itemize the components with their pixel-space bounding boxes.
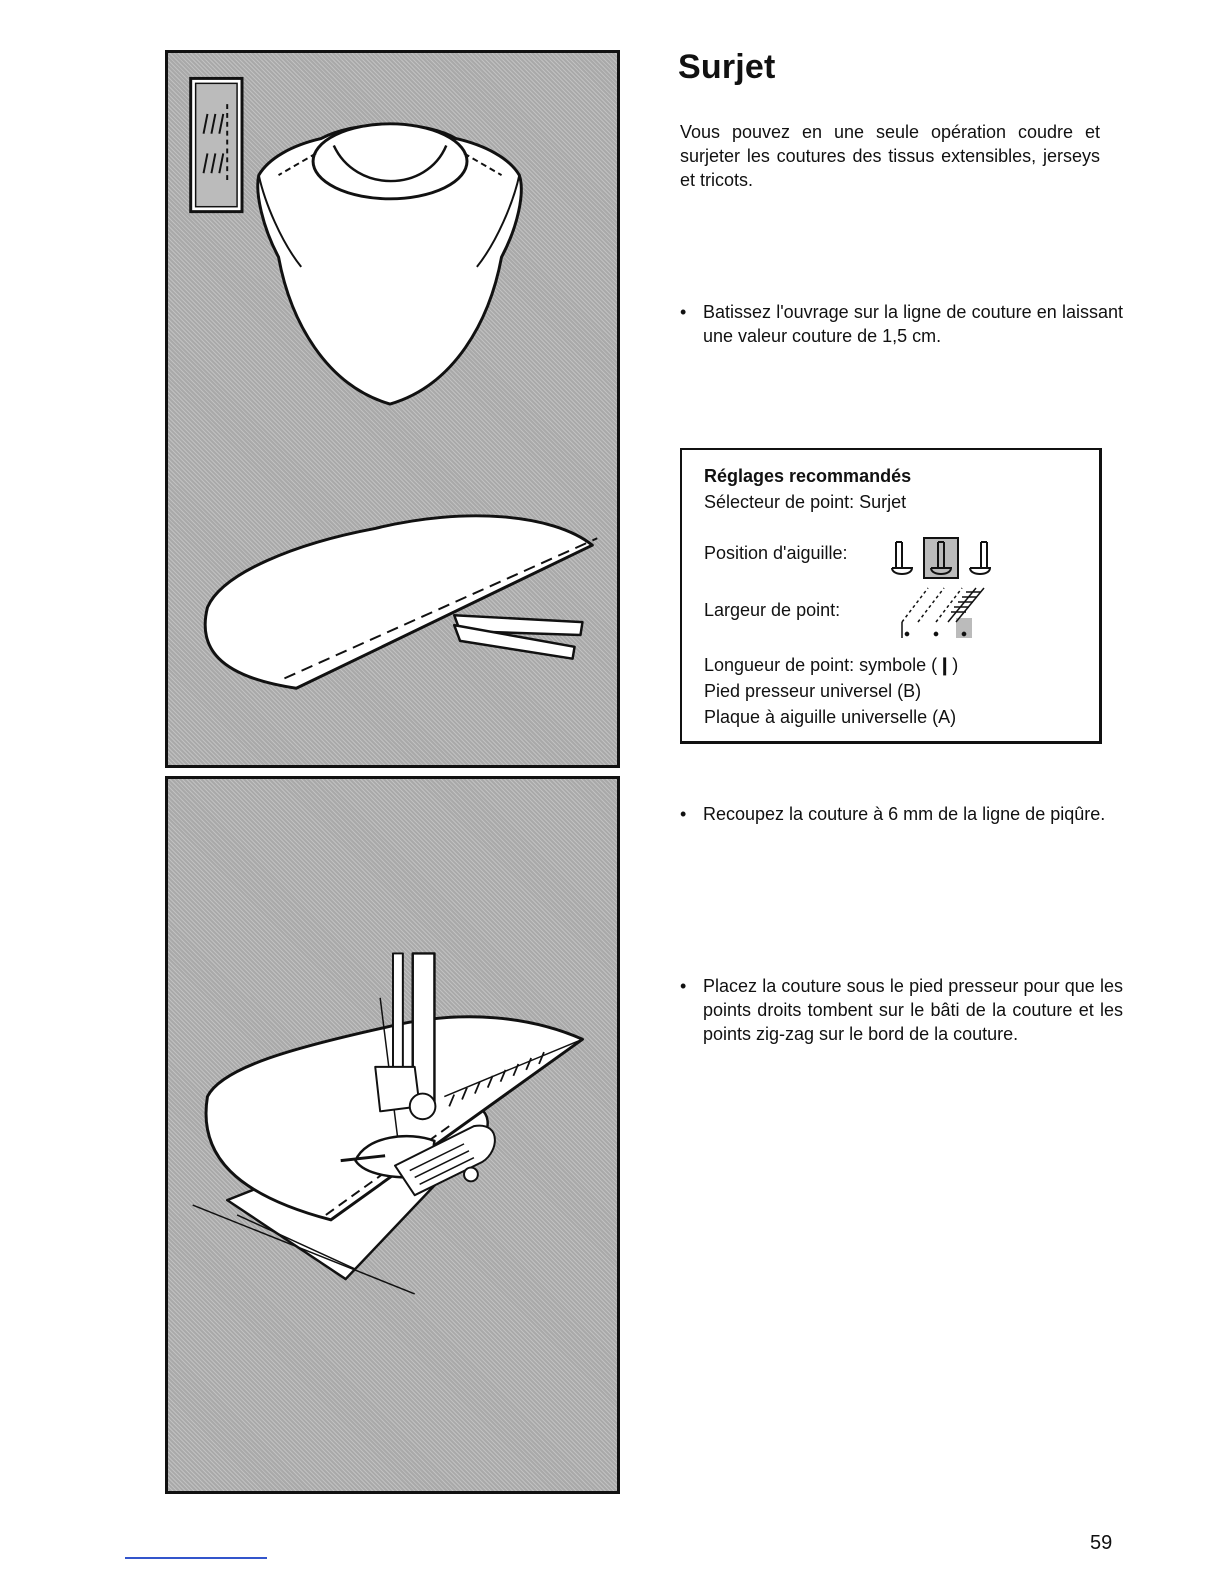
top-illustration-panel (165, 50, 620, 768)
stitch-width-label: Largeur de point: (704, 600, 841, 620)
recommended-settings-box (680, 448, 1102, 744)
page-number: 59 (1090, 1532, 1113, 1554)
step-3-bullet: • Placez la couture sous le pied presseur pour que les points droits tombent sur le bâti de la couture et les points zig-zag sur le bord de la couture. (680, 974, 1123, 1046)
page-title: Surjet (678, 48, 776, 86)
settings-heading: Réglages recommandés (704, 466, 912, 486)
basted-seam-fabric-illustration (205, 516, 597, 688)
overlock-stitch-pattern-icon (191, 78, 242, 211)
stitch-width-icon (896, 582, 996, 642)
presser-foot-setting: Pied presseur universel (B) (704, 681, 922, 701)
needle-position-label: Position d'aiguille: (704, 543, 848, 563)
step-2-bullet: • Recoupez la couture à 6 mm de la ligne de piqûre. (680, 802, 1123, 826)
stitch-length-setting: Longueur de point: symbole (❙) (704, 655, 959, 675)
intro-paragraph: Vous pouvez en une seule opération coudre et surjeter les coutures des tissus extensibles, jerseys et tricots. (680, 122, 1100, 190)
sweater-garment-illustration (258, 124, 521, 404)
bottom-illustration-panel (165, 776, 620, 1494)
footer-rule (125, 1557, 267, 1559)
stitch-selector-setting: Sélecteur de point: Surjet (704, 492, 907, 512)
sewing-machine-presser-foot-illustration (193, 953, 583, 1293)
needle-position-icon (886, 534, 996, 582)
needle-plate-setting: Plaque à aiguille universelle (A) (704, 707, 957, 727)
step-1-bullet: • Batissez l'ouvrage sur la ligne de couture en laissant une valeur couture de 1,5 cm. (680, 300, 1123, 348)
